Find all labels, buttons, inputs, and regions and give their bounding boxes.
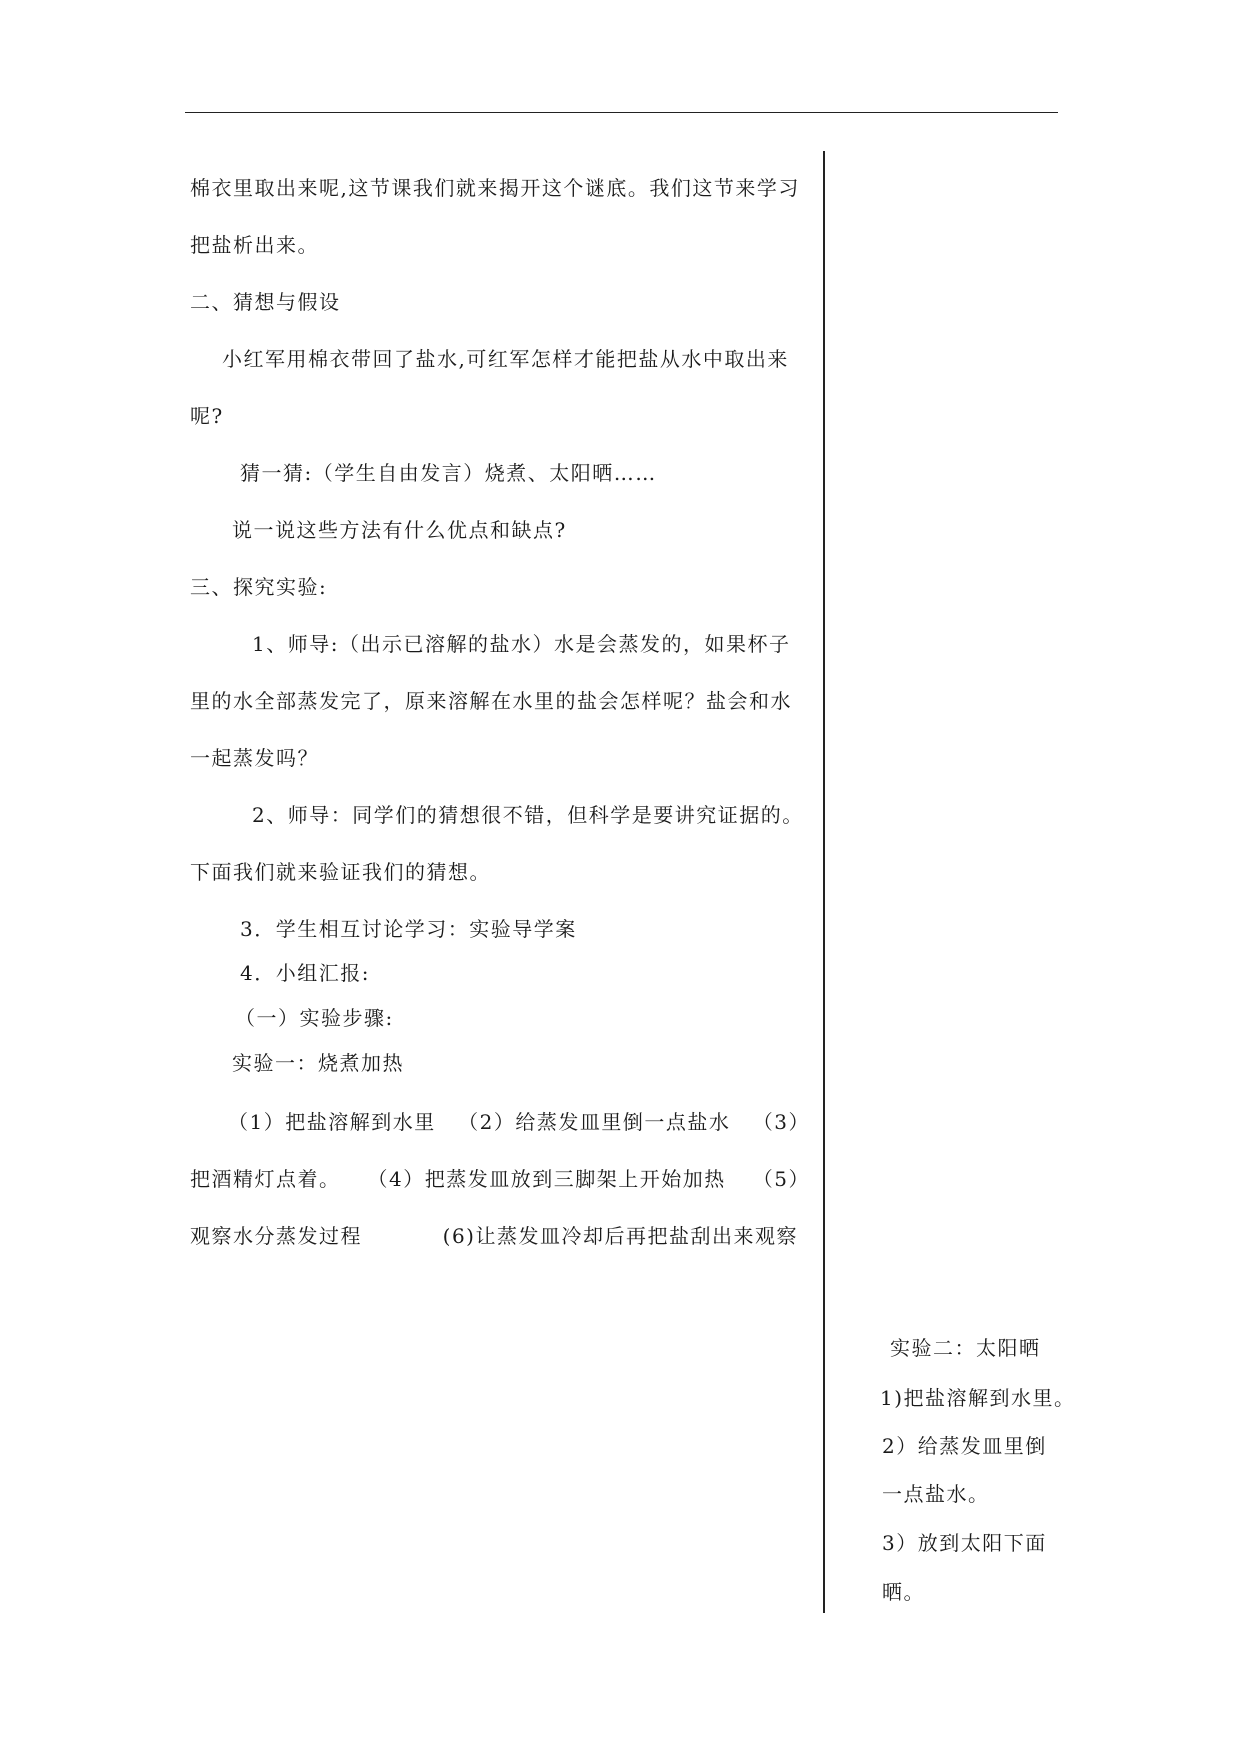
step-text: 把酒精灯点着。: [190, 1167, 341, 1191]
paragraph-line: 小红军用棉衣带回了盐水,可红军怎样才能把盐从水中取出来: [222, 347, 789, 371]
step-text: (6)让蒸发皿冷却后再把盐刮出来观察: [442, 1224, 798, 1248]
step-text: （2）给蒸发皿里倒一点盐水: [458, 1110, 731, 1134]
side-line: 1)把盐溶解到水里。: [880, 1386, 1076, 1410]
subheading: （一）实验步骤:: [235, 1006, 394, 1030]
subheading: 实验一：烧煮加热: [232, 1051, 404, 1075]
paragraph-line: 下面我们就来验证我们的猜想。: [190, 860, 491, 884]
steps-row: [228, 1110, 810, 1134]
side-heading: 实验二：太阳晒: [890, 1336, 1041, 1360]
paragraph-line: 1、师导:（出示已溶解的盐水）水是会蒸发的，如果杯子: [252, 632, 791, 656]
header-rule: [185, 112, 1058, 113]
paragraph-line: 棉衣里取出来呢,这节课我们就来揭开这个谜底。我们这节来学习: [190, 176, 800, 200]
column-divider: [823, 151, 825, 1613]
paragraph-line: 里的水全部蒸发完了，原来溶解在水里的盐会怎样呢？盐会和水: [190, 689, 792, 713]
steps-row: [190, 1167, 810, 1191]
paragraph-line: 猜一猜:（学生自由发言）烧煮、太阳晒……: [240, 461, 657, 485]
paragraph-line: 把盐析出来。: [190, 233, 319, 257]
side-line: 3）放到太阳下面: [882, 1531, 1047, 1555]
side-line: 一点盐水。: [882, 1482, 990, 1506]
step-text: （5）: [752, 1167, 810, 1191]
step-text: 观察水分蒸发过程: [190, 1224, 362, 1248]
list-item: 3．学生相互讨论学习：实验导学案: [240, 917, 577, 941]
paragraph-line: 呢?: [190, 404, 224, 428]
side-line: 晒。: [882, 1580, 925, 1604]
paragraph-line: 一起蒸发吗？: [190, 746, 319, 770]
steps-row: [190, 1224, 798, 1248]
step-text: （1）把盐溶解到水里: [228, 1110, 436, 1134]
side-line: 2）给蒸发皿里倒: [882, 1434, 1047, 1458]
step-text: （4）把蒸发皿放到三脚架上开始加热: [367, 1167, 726, 1191]
step-text: （3）: [752, 1110, 810, 1134]
paragraph-line: 2、师导：同学们的猜想很不错，但科学是要讲究证据的。: [252, 803, 804, 827]
paragraph-line: 说一说这些方法有什么优点和缺点?: [232, 518, 567, 542]
section-heading: 三、探究实验:: [190, 575, 328, 599]
section-heading: 二、猜想与假设: [190, 290, 341, 314]
list-item: 4．小组汇报:: [240, 961, 370, 985]
